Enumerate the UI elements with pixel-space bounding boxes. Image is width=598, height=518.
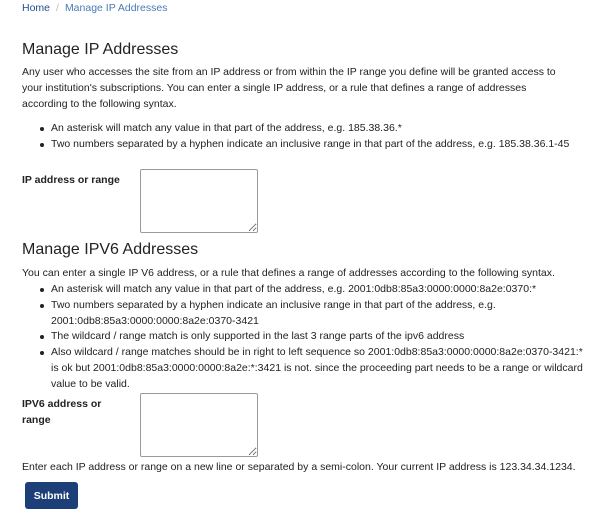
ipv6-description: You can enter a single IP V6 address, or a rule that defines a range of addresses according to the following syntax.: [22, 267, 555, 279]
ipv6-rules-list: [37, 282, 589, 392]
ipv6-rule-item: Also wildcard / range matches should be in right to left sequence so 2001:0db8:85a3:0000:0000:8a2e:0370-3421:* is ok but 2001:0db8:85a3:0000:0000:8a2e:*:3421 is not. since the proceeding part needs to be a range or wildcard value to be valid.: [37, 345, 589, 392]
ipv4-description: Any user who accesses the site from an IP address or from within the IP range you define will be granted access to your institution's subscriptions. You can enter a single IP address, or a rule that defines a range of addresses according to the following syntax.: [22, 66, 556, 110]
current-ip-note: Enter each IP address or range on a new line or separated by a semi-colon. Your current IP address is 123.34.34.1234.: [22, 461, 576, 473]
ipv4-section-title: Manage IP Addresses: [22, 41, 179, 58]
breadcrumb-home-link[interactable]: Home: [22, 2, 51, 14]
ipv6-rule-item: The wildcard / range match is only supported in the last 3 range parts of the ipv6 address: [37, 329, 589, 345]
breadcrumb-current: Manage IP Addresses: [64, 2, 168, 14]
ipv6-section-title: Manage IPV6 Addresses: [22, 241, 199, 258]
ip-address-label: IP address or range: [22, 174, 120, 186]
ipv6-address-input[interactable]: [140, 393, 258, 457]
ipv6-rule-item: An asterisk will match any value in that part of the address, e.g. 2001:0db8:85a3:0000:0000:8a2e:0370:*: [37, 282, 589, 298]
ipv6-address-label: IPV6 address or range: [22, 398, 102, 426]
breadcrumb-separator: /: [56, 2, 59, 14]
ipv4-rule-item: An asterisk will match any value in that part of the address, e.g. 185.38.36.*: [37, 121, 577, 137]
submit-button[interactable]: Submit: [25, 482, 78, 509]
breadcrumb: [22, 1, 167, 17]
ipv4-rules-list: [37, 121, 577, 153]
ipv6-rule-item: Two numbers separated by a hyphen indicate an inclusive range in that part of the address, e.g. 2001:0db8:85a3:0000:0000:8a2e:0370-3421: [37, 298, 589, 330]
ipv4-rule-item: Two numbers separated by a hyphen indicate an inclusive range in that part of the address, e.g. 185.38.36.1-45: [37, 137, 577, 153]
ip-address-input[interactable]: [140, 169, 258, 233]
